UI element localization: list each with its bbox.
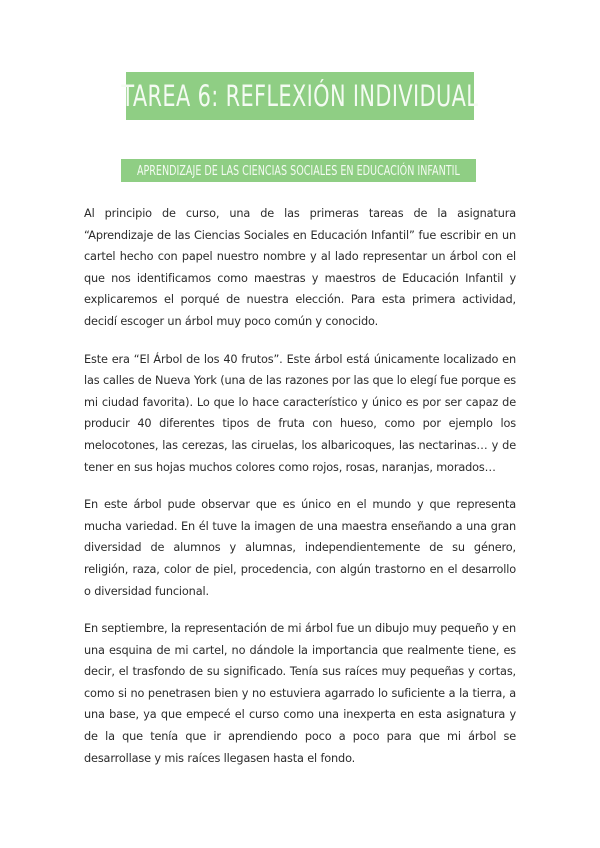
page-title: TAREA 6: REFLEXIÓN INDIVIDUAL <box>121 79 479 113</box>
paragraph-4: En septiembre, la representación de mi árbol fue un dibujo muy pequeño y en una esquina de mi cartel, no dándole la importancia que realmente tiene, es decir, el trasfondo de su significado. Tenía sus raíces muy pequeñas y cortas, como si no penetrasen bien y no estuviera agarrado lo suficiente a la tierra, a una base, ya que empecé el curso como una inexperta en esta asignatura y de la que tenía que ir aprendiendo poco a poco para que mi árbol se desarrollase y mis raíces llegasen hasta el fondo. <box>84 622 516 765</box>
paragraph-2: Este era “El Árbol de los 40 frutos”. Este árbol está únicamente localizado en las calles de Nueva York (una de las razones por las que lo elegí fue porque es mi ciudad favorita). Lo que lo hace característico y único es por ser capaz de producir 40 diferentes tipos de fruta con hueso, como por ejemplo los melocotones, las cerezas, las ciruelas, los albaricoques, las nectarinas… y de tener en sus hojas muchos colores como rojos, rosas, naranjas, morados… <box>84 352 516 474</box>
subtitle-banner <box>121 159 476 182</box>
page-subtitle: APRENDIZAJE DE LAS CIENCIAS SOCIALES EN EDUCACIÓN INFANTIL <box>137 162 460 179</box>
title-banner <box>121 72 479 120</box>
paragraph-3: En este árbol pude observar que es único en el mundo y que representa mucha variedad. En él tuve la imagen de una maestra enseñando a una gran diversidad de alumnos y alumnas, independientemente de su género, religión, raza, color de piel, procedencia, con algún trastorno en el desarrollo o diversidad funcional. <box>84 498 516 598</box>
body-text <box>84 203 516 785</box>
paragraph-1: Al principio de curso, una de las primeras tareas de la asignatura “Aprendizaje de las Ciencias Sociales en Educación Infantil” fue escribir en un cartel hecho con papel nuestro nombre y al lado representar un árbol con el que nos identificamos como maestras y maestros de Educación Infantil y explicaremos el porqué de nuestra elección. Para esta primera actividad, decidí escoger un árbol muy poco común y conocido. <box>84 207 516 328</box>
